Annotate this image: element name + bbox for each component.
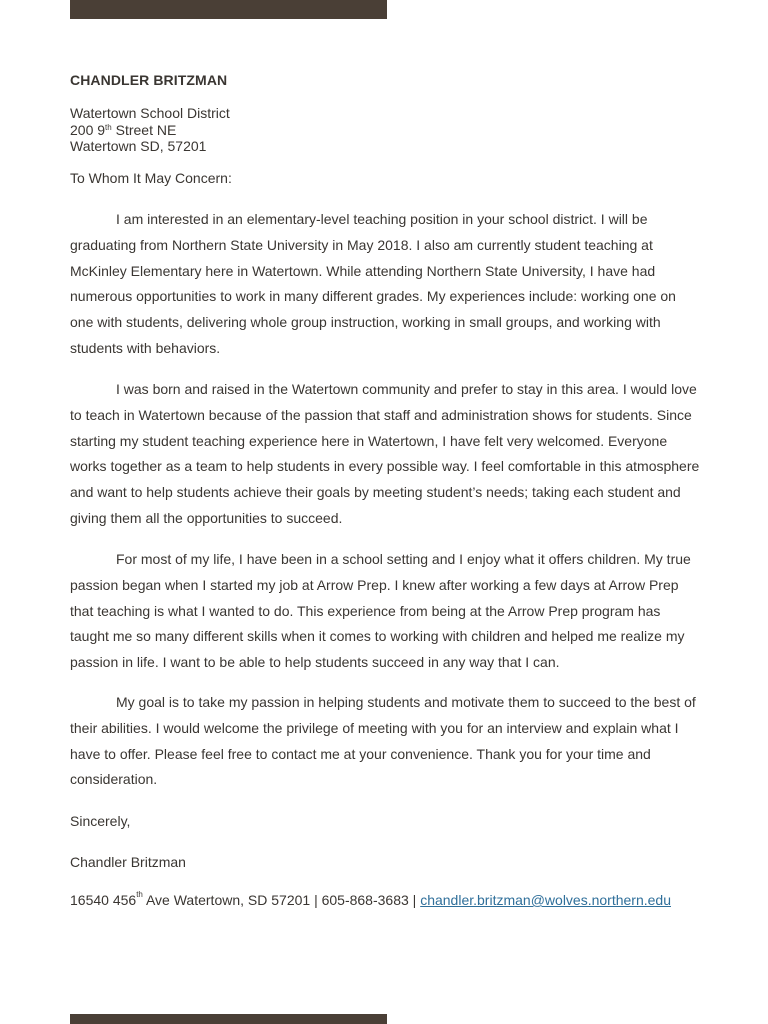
contact-address-ordinal: th [136,890,143,899]
contact-line [70,892,671,908]
recipient-line-3: Watertown SD, 57201 [70,138,207,154]
street-name: Street NE [111,121,177,138]
recipient-line-2 [70,122,230,139]
body-paragraph-1: I am interested in an elementary-level teaching position in your school district. I will be graduating from Northern State University in May 2018. I also am currently student teaching at McKinley Elementary here in Watertown. While attending Northern State University, I have had numerous opportunities to work in many different grades. My experiences include: working one on one with students, delivering whole group instruction, working in small groups, and working with students with behaviors. [70,211,676,356]
body-paragraph-2: I was born and raised in the Watertown community and prefer to stay in this area. I would love to teach in Watertown because of the passion that staff and administration shows for students. Since starting my student teaching experience here in Watertown, I have felt very welcomed. Everyone works together as a team to help students in every possible way. I feel comfortable in this atmosphere and want to help students achieve their goals by meeting student’s needs; taking each student and giving them all the opportunities to succeed. [70,381,700,526]
header-accent-bar [70,0,387,19]
body-paragraph-4: My goal is to take my passion in helping students and motivate them to succeed to the best of their abilities. I would welcome the privilege of meeting with you for an interview and explain what I have to offer. Please feel free to contact me at your convenience. Thank you for your time and consideration. [70,694,696,788]
email-link[interactable]: chandler.britzman@wolves.northern.edu [420,892,671,908]
salutation: To Whom It May Concern: [70,170,232,186]
recipient-address [70,105,230,155]
closing: Sincerely, [70,813,131,829]
contact-address-number: 16540 456 [70,892,137,908]
body-paragraph-3: For most of my life, I have been in a school setting and I enjoy what it offers children. My true passion began when I started my job at Arrow Prep. I knew after working a few days at Arrow Prep that teaching is what I wanted to do. This experience from being at the Arrow Prep program has taught me so many different skills when it comes to working with children and helped me realize my passion in life. I want to be able to help students succeed in any way that I can. [70,551,691,671]
street-number: 200 9 [70,121,106,138]
footer-accent-bar [70,1014,387,1024]
recipient-line-1: Watertown School District [70,105,230,121]
street-ordinal: th [105,122,112,132]
signature: Chandler Britzman [70,854,186,870]
contact-address-rest: Ave Watertown, SD 57201 | 605-868-3683 | [142,892,421,908]
sender-name: CHANDLER BRITZMAN [70,72,228,88]
